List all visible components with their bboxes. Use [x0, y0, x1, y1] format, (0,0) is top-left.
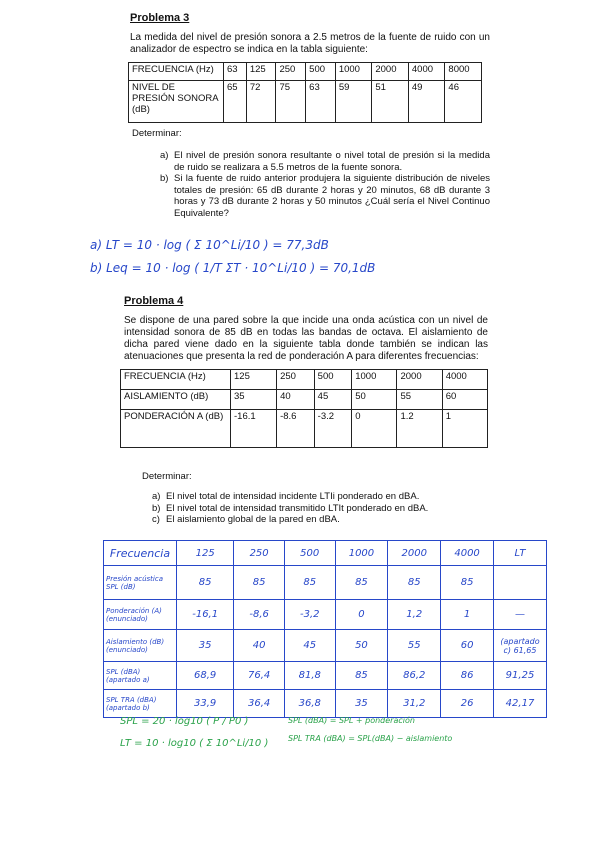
table-header-cell: 4000: [441, 541, 494, 566]
question-label: b): [152, 502, 161, 514]
table-cell: 81,8: [284, 662, 335, 690]
table-cell: 2000: [397, 370, 442, 390]
question-text: El aislamiento global de la pared en dBA.: [166, 514, 340, 525]
table-cell: -8,6: [234, 600, 285, 630]
table-cell: 36,4: [234, 690, 285, 718]
row-header: Presión acústica SPL (dB): [104, 566, 177, 600]
table-row: [104, 630, 547, 662]
problem-3-intro: La medida del nivel de presión sonora a 2.5 metros de la fuente de ruido con un analizador de espectro se indica en la tabla siguiente:: [130, 32, 490, 55]
table-cell: 40: [277, 390, 315, 410]
list-item: [160, 150, 490, 173]
table-cell: 76,4: [234, 662, 285, 690]
formula-spl-tra: SPL TRA (dBA) = SPL(dBA) − aislamiento: [288, 734, 453, 743]
table-cell: 68,9: [177, 662, 234, 690]
table-row: [129, 63, 482, 81]
table-cell: 1,2: [388, 600, 441, 630]
table-cell: 4000: [442, 370, 487, 390]
table-header-cell: 500: [284, 541, 335, 566]
question-label: a): [152, 491, 161, 502]
table-cell: 35: [231, 390, 277, 410]
table-cell: 85: [177, 566, 234, 600]
table-cell: 85: [335, 566, 388, 600]
formula-spl: SPL = 20 · log10 ( P / P0 ): [120, 716, 249, 727]
table-header-cell: 1000: [335, 541, 388, 566]
table-cell: 63: [306, 81, 336, 123]
table-cell: —: [494, 600, 547, 630]
table-cell: 86: [441, 662, 494, 690]
table-cell: 65: [224, 81, 247, 123]
table-cell: 0: [335, 600, 388, 630]
table-cell: 59: [335, 81, 372, 123]
table-row: [121, 390, 488, 410]
table-cell: 31,2: [388, 690, 441, 718]
table-cell: 0: [352, 410, 397, 448]
table-cell: 86,2: [388, 662, 441, 690]
table-row: [129, 81, 482, 123]
question-text: El nivel total de intensidad transmitido LTIt ponderado en dBA.: [166, 502, 429, 514]
question-text: Si la fuente de ruido anterior produjera la siguiente distribución de niveles totales de presión: 65 dB durante 2 horas y 20 minutos, 68 dB durante 3 horas y 73 dB durante 2 horas y 50 minutos ¿Cuál sería el Nivel Continuo Equivalente?: [174, 173, 490, 219]
row-header: Aislamiento (dB) (enunciado): [104, 630, 177, 662]
problem-3-questions: [160, 150, 490, 219]
problem-4-title: Problema 4: [124, 295, 184, 307]
table-cell: NIVEL DE PRESIÓN SONORA (dB): [129, 81, 224, 123]
question-text: El nivel total de intensidad incidente LTIi ponderado en dBA.: [166, 491, 420, 502]
table-cell: 49: [408, 81, 445, 123]
table-cell: 40: [234, 630, 285, 662]
table-cell: [494, 566, 547, 600]
table-cell: 51: [372, 81, 409, 123]
row-header: SPL TRA (dBA) (apartado b): [104, 690, 177, 718]
table-row: [121, 370, 488, 390]
table-cell: 42,17: [494, 690, 547, 718]
table-cell: 125: [231, 370, 277, 390]
table-cell: -3,2: [284, 600, 335, 630]
table-header-cell: 125: [177, 541, 234, 566]
table-cell: 36,8: [284, 690, 335, 718]
table-cell: 125: [246, 63, 276, 81]
table-cell: 1: [441, 600, 494, 630]
table-header-cell: Frecuencia: [104, 541, 177, 566]
row-header: SPL (dBA) (apartado a): [104, 662, 177, 690]
table-cell: 85: [441, 566, 494, 600]
problem-3-table: [128, 62, 482, 123]
table-cell: 1.2: [397, 410, 442, 448]
table-header-cell: 2000: [388, 541, 441, 566]
table-cell: 60: [442, 390, 487, 410]
table-row: [104, 541, 547, 566]
table-row: [104, 662, 547, 690]
table-cell: 35: [335, 690, 388, 718]
table-cell: -16.1: [231, 410, 277, 448]
table-header-cell: 250: [234, 541, 285, 566]
table-cell: 63: [224, 63, 247, 81]
formula-lt: LT = 10 · log10 ( Σ 10^Li/10 ): [120, 738, 269, 749]
table-cell: FRECUENCIA (Hz): [129, 63, 224, 81]
table-row: [104, 690, 547, 718]
table-cell: 500: [306, 63, 336, 81]
table-cell: 4000: [408, 63, 445, 81]
problem-4-intro: Se dispone de una pared sobre la que incide una onda acústica con un nivel de intensidad sonora de 85 dB en todas las bandas de octava. El aislamiento de dicha pared viene dado en la siguiente tabla donde también se indican las atenuaciones que presenta la red de ponderación A para diferentes frecuencias:: [124, 315, 488, 362]
table-cell: 55: [397, 390, 442, 410]
table-cell: 50: [352, 390, 397, 410]
table-cell: 45: [284, 630, 335, 662]
problem-3-determinar: Determinar:: [132, 128, 182, 139]
problem-4-questions: [152, 491, 482, 526]
table-cell: 85: [335, 662, 388, 690]
table-row: [121, 410, 488, 448]
table-cell: -3.2: [314, 410, 352, 448]
question-label: b): [160, 173, 169, 184]
table-cell: 250: [276, 63, 306, 81]
table-cell: 8000: [445, 63, 482, 81]
table-row: [104, 600, 547, 630]
table-cell: 55: [388, 630, 441, 662]
table-cell: 500: [314, 370, 352, 390]
table-cell: 60: [441, 630, 494, 662]
table-cell: 85: [234, 566, 285, 600]
handwritten-answer-b: b) Leq = 10 · log ( 1/T ΣT · 10^Li/10 ) = 70,1dB: [90, 261, 376, 275]
table-cell: 85: [284, 566, 335, 600]
table-header-cell: LT: [494, 541, 547, 566]
question-text: El nivel de presión sonora resultante o nivel total de presión si la medida de ruido se realizara a 5.5 metros de la fuente sonora.: [174, 150, 490, 173]
table-cell: 26: [441, 690, 494, 718]
handwritten-solution-table: [103, 540, 547, 718]
list-item: [152, 514, 482, 526]
table-cell: -8.6: [277, 410, 315, 448]
table-cell: 45: [314, 390, 352, 410]
table-cell: FRECUENCIA (Hz): [121, 370, 231, 390]
problem-4-table: [120, 369, 488, 448]
table-cell: 1: [442, 410, 487, 448]
handwritten-answer-a: a) LT = 10 · log ( Σ 10^Li/10 ) = 77,3dB: [90, 238, 329, 252]
formula-spl-dba: SPL (dBA) = SPL + ponderación: [288, 716, 415, 725]
table-cell: 75: [276, 81, 306, 123]
table-cell: 1000: [352, 370, 397, 390]
problem-4-determinar: Determinar:: [142, 471, 192, 482]
list-item: [152, 491, 482, 503]
table-cell: PONDERACIÓN A (dB): [121, 410, 231, 448]
table-cell: 85: [388, 566, 441, 600]
list-item: [160, 173, 490, 219]
table-cell: 50: [335, 630, 388, 662]
table-cell: 91,25: [494, 662, 547, 690]
table-cell: 72: [246, 81, 276, 123]
table-row: [104, 566, 547, 600]
table-cell: 33,9: [177, 690, 234, 718]
question-label: c): [152, 514, 160, 525]
row-header: Ponderación (A) (enunciado): [104, 600, 177, 630]
table-cell: 35: [177, 630, 234, 662]
table-cell: AISLAMIENTO (dB): [121, 390, 231, 410]
question-label: a): [160, 150, 169, 161]
table-cell: -16,1: [177, 600, 234, 630]
table-cell: 250: [277, 370, 315, 390]
table-cell: 46: [445, 81, 482, 123]
list-item: [152, 503, 482, 515]
table-cell: (apartado c) 61,65: [494, 630, 547, 662]
table-cell: 1000: [335, 63, 372, 81]
problem-3-title: Problema 3: [130, 12, 190, 24]
table-cell: 2000: [372, 63, 409, 81]
